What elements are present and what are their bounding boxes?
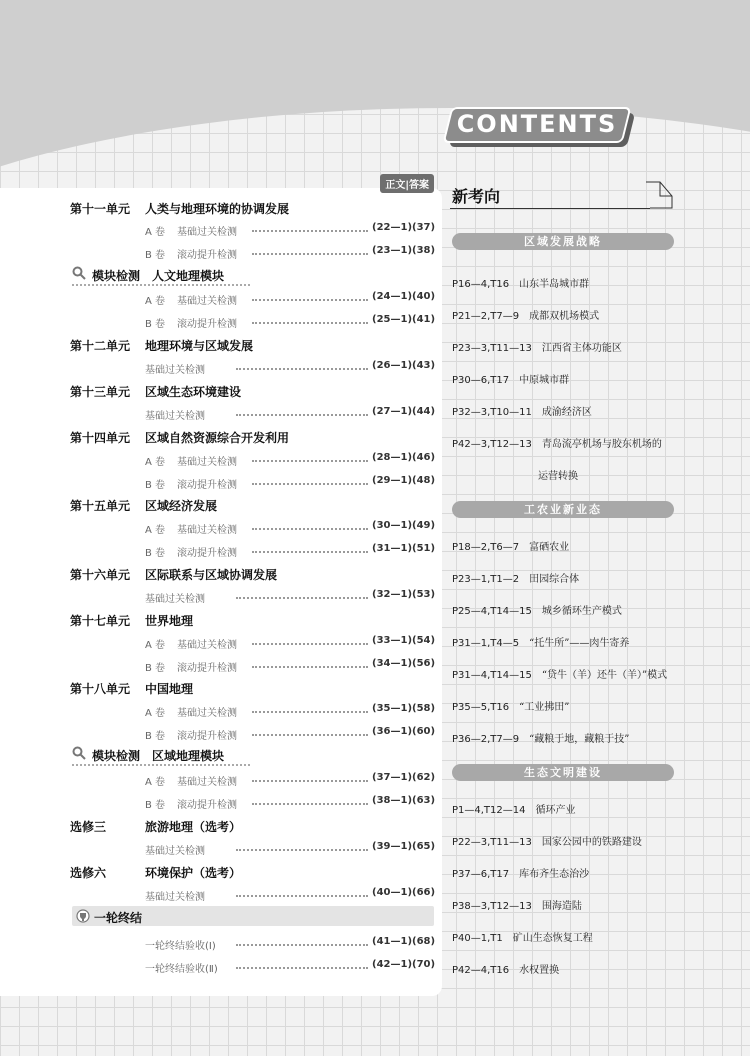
test-label	[145, 476, 237, 491]
test-name: 滚动提升检测	[177, 663, 238, 674]
trend-item	[452, 307, 692, 322]
trend-item	[452, 602, 692, 617]
new-trends-title: 新考向	[452, 187, 501, 206]
toc-row	[0, 608, 442, 628]
page-ref: (27—1)(44)	[372, 406, 436, 417]
final-review-title: 一轮终结	[94, 911, 143, 925]
module-title-text: 模块检测 人文地理模块	[92, 269, 225, 283]
dot-leader	[252, 803, 368, 805]
dot-leader	[252, 253, 368, 255]
final-review-bar	[72, 906, 434, 926]
toc-row	[0, 562, 442, 582]
test-label	[145, 246, 237, 261]
test-label	[145, 773, 237, 788]
test-label	[145, 842, 205, 857]
volume-label: B 卷	[145, 731, 166, 742]
page-ref: (33—1)(54)	[372, 635, 436, 646]
trend-code: P18—2,T6—7	[452, 542, 520, 553]
test-label	[145, 636, 237, 651]
toc-row[interactable]	[0, 287, 442, 307]
toc-row[interactable]	[0, 448, 442, 468]
trend-code: P35—5,T16	[452, 702, 510, 713]
test-name: 一轮终结验收(Ⅱ)	[145, 964, 218, 975]
contents-banner	[447, 107, 627, 143]
trend-item	[452, 634, 692, 649]
section-pill: 区域发展战略	[452, 233, 674, 250]
magnifier-icon	[72, 266, 86, 280]
toc-row	[0, 333, 442, 353]
folded-corner-icon	[644, 180, 674, 210]
trend-code: P21—2,T7—9	[452, 311, 520, 322]
test-name: 基础过关检测	[145, 594, 205, 605]
trend-topic: 运营转换	[538, 471, 578, 482]
page-ref: (31—1)(51)	[372, 543, 436, 554]
test-name: 基础过关检测	[145, 411, 205, 422]
page-ref: (40—1)(66)	[372, 887, 436, 898]
toc-row[interactable]	[0, 722, 442, 742]
volume-label: A 卷	[145, 227, 166, 238]
module-underline	[72, 284, 250, 286]
trend-topic: 山东半岛城市群	[519, 279, 590, 290]
toc-row	[0, 196, 442, 216]
volume-label: A 卷	[145, 708, 166, 719]
toc-row[interactable]	[0, 471, 442, 491]
trend-item	[452, 865, 692, 880]
dot-leader	[252, 643, 368, 645]
test-label	[145, 796, 237, 811]
test-label	[145, 727, 237, 742]
test-label	[145, 453, 237, 468]
trend-topic: 城乡循环生产模式	[541, 606, 622, 617]
trend-item	[452, 801, 692, 816]
toc-row[interactable]	[0, 402, 442, 422]
trend-topic: 水权置换	[519, 965, 560, 976]
toc-row[interactable]	[0, 310, 442, 330]
trend-code: P1—4,T12—14	[452, 805, 526, 816]
trend-item	[452, 570, 692, 585]
volume-label: B 卷	[145, 800, 166, 811]
trend-code: P16—4,T16	[452, 279, 510, 290]
banner-title: CONTENTS	[456, 110, 618, 138]
dot-leader	[252, 780, 368, 782]
toc-row[interactable]	[0, 654, 442, 674]
unit-name: 区域生态环境建设	[145, 385, 242, 399]
trend-topic: 青岛流亭机场与胶东机场的	[541, 439, 662, 450]
trend-topic: 围海造陆	[541, 901, 582, 912]
trend-code: P31—1,T4—5	[452, 638, 520, 649]
trend-item	[452, 730, 692, 745]
volume-label: B 卷	[145, 319, 166, 330]
trend-item	[452, 897, 692, 912]
dot-leader	[252, 734, 368, 736]
test-name: 滚动提升检测	[177, 731, 238, 742]
trend-topic: 富硒农业	[529, 542, 570, 553]
trend-topic: “贷牛（羊）还牛（羊）”模式	[541, 670, 668, 681]
dot-leader	[236, 849, 368, 851]
trend-code: P30—6,T17	[452, 375, 510, 386]
test-label	[145, 659, 237, 674]
test-name: 基础过关检测	[177, 525, 238, 536]
toc-row	[0, 493, 442, 513]
unit-name: 环境保护（选考）	[145, 866, 242, 880]
trend-code: P23—3,T11—13	[452, 343, 532, 354]
test-name: 基础过关检测	[177, 777, 238, 788]
test-label	[145, 590, 205, 605]
trend-item	[452, 961, 692, 976]
section-pill: 生态文明建设	[452, 764, 674, 781]
test-name: 基础过关检测	[177, 708, 238, 719]
unit-name: 中国地理	[145, 682, 194, 696]
unit-number: 第十一单元	[70, 202, 131, 216]
test-label	[145, 223, 237, 238]
trend-item	[452, 339, 692, 354]
toc-row	[0, 264, 442, 284]
toc-row[interactable]	[0, 585, 442, 605]
unit-number: 第十六单元	[70, 568, 131, 582]
test-name: 滚动提升检测	[177, 800, 238, 811]
trend-item	[452, 666, 692, 681]
page-ref: (29—1)(48)	[372, 475, 436, 486]
trend-topic: 库布齐生态治沙	[519, 869, 590, 880]
volume-label: A 卷	[145, 525, 166, 536]
unit-number: 第十三单元	[70, 385, 131, 399]
toc-row	[0, 379, 442, 399]
dot-leader	[252, 551, 368, 553]
toc-left-panel	[0, 180, 442, 996]
trend-item	[452, 275, 692, 290]
test-label	[145, 361, 205, 376]
trend-topic: 成都双机场模式	[529, 311, 600, 322]
test-name: 一轮终结验收(Ⅰ)	[145, 941, 216, 952]
dot-leader	[252, 322, 368, 324]
trend-code: P25—4,T14—15	[452, 606, 532, 617]
trend-item	[452, 698, 692, 713]
trend-code: P31—4,T14—15	[452, 670, 532, 681]
trend-item	[452, 929, 692, 944]
trend-topic: 田园综合体	[529, 574, 580, 585]
test-name: 滚动提升检测	[177, 250, 238, 261]
trend-code: P38—3,T12—13	[452, 901, 532, 912]
page-ref: (22—1)(37)	[372, 222, 436, 233]
trend-code: P42—4,T16	[452, 965, 510, 976]
page-ref: (39—1)(65)	[372, 841, 436, 852]
unit-name: 区域自然资源综合开发利用	[145, 431, 290, 445]
page-ref: (42—1)(70)	[372, 959, 436, 970]
trend-item	[452, 435, 692, 450]
dot-leader	[236, 414, 368, 416]
volume-label: B 卷	[145, 480, 166, 491]
page-ref: (26—1)(43)	[372, 360, 436, 371]
test-label	[145, 704, 237, 719]
toc-row	[0, 860, 442, 880]
unit-name: 区际联系与区域协调发展	[145, 568, 278, 582]
unit-number: 选修三	[70, 820, 107, 834]
trend-item	[452, 371, 692, 386]
volume-label: A 卷	[145, 457, 166, 468]
unit-number: 第十四单元	[70, 431, 131, 445]
page-ref: (30—1)(49)	[372, 520, 436, 531]
header-underline	[450, 208, 650, 209]
page-ref: (32—1)(53)	[372, 589, 436, 600]
unit-name: 旅游地理（选考）	[145, 820, 242, 834]
unit-number: 第十二单元	[70, 339, 131, 353]
volume-label: A 卷	[145, 296, 166, 307]
page-ref: (24—1)(40)	[372, 291, 436, 302]
unit-name: 地理环境与区域发展	[145, 339, 254, 353]
test-name: 基础过关检测	[177, 457, 238, 468]
test-label	[145, 888, 205, 903]
dot-leader	[236, 368, 368, 370]
unit-number: 第十七单元	[70, 614, 131, 628]
test-name: 滚动提升检测	[177, 319, 238, 330]
trend-item	[452, 403, 692, 418]
test-label	[145, 292, 237, 307]
toc-row[interactable]	[0, 631, 442, 651]
dot-leader	[236, 895, 368, 897]
toc-row[interactable]	[0, 516, 442, 536]
toc-row	[0, 676, 442, 696]
dot-leader	[252, 483, 368, 485]
test-label	[145, 315, 237, 330]
trend-topic: “托牛所”——肉牛寄养	[529, 638, 630, 649]
test-name: 基础过关检测	[145, 365, 205, 376]
trend-item	[538, 467, 750, 482]
test-name: 基础过关检测	[177, 227, 238, 238]
volume-label: B 卷	[145, 663, 166, 674]
test-name: 基础过关检测	[145, 846, 205, 857]
dot-leader	[252, 666, 368, 668]
test-label	[145, 544, 237, 559]
test-name: 滚动提升检测	[177, 548, 238, 559]
toc-row[interactable]	[0, 699, 442, 719]
test-name: 基础过关检测	[177, 640, 238, 651]
dot-leader	[252, 299, 368, 301]
page-ref: (23—1)(38)	[372, 245, 436, 256]
toc-row[interactable]	[0, 932, 442, 952]
module-underline	[72, 764, 250, 766]
page-ref: (38—1)(63)	[372, 795, 436, 806]
module-title-text: 模块检测 区域地理模块	[92, 749, 225, 763]
dot-leader	[236, 944, 368, 946]
page-ref: (25—1)(41)	[372, 314, 436, 325]
toc-row[interactable]	[0, 539, 442, 559]
test-label	[145, 521, 237, 536]
toc-row	[0, 814, 442, 834]
trend-code: P40—1,T1	[452, 933, 503, 944]
page-ref: (35—1)(58)	[372, 703, 436, 714]
volume-label: A 卷	[145, 640, 166, 651]
trend-code: P42—3,T12—13	[452, 439, 532, 450]
unit-number: 第十八单元	[70, 682, 131, 696]
toc-row[interactable]	[0, 356, 442, 376]
toc-row[interactable]	[0, 768, 442, 788]
trend-code: P37—6,T17	[452, 869, 510, 880]
unit-name: 区域经济发展	[145, 499, 218, 513]
trend-item	[452, 538, 692, 553]
trend-topic: “工业拂田”	[519, 702, 570, 713]
dot-leader	[252, 230, 368, 232]
page-ref: (34—1)(56)	[372, 658, 436, 669]
page-ref: (36—1)(60)	[372, 726, 436, 737]
volume-label: B 卷	[145, 548, 166, 559]
page-ref: (41—1)(68)	[372, 936, 436, 947]
section-pill: 工农业新业态	[452, 501, 674, 518]
new-trends-header	[450, 180, 672, 210]
test-name: 基础过关检测	[145, 892, 205, 903]
test-name: 基础过关检测	[177, 296, 238, 307]
page-ref: (37—1)(62)	[372, 772, 436, 783]
toc-row	[0, 744, 442, 764]
toc-row	[0, 425, 442, 445]
volume-label: B 卷	[145, 250, 166, 261]
trend-topic: 循环产业	[535, 805, 576, 816]
magnifier-icon	[72, 746, 86, 760]
trend-topic: 矿山生态恢复工程	[512, 933, 593, 944]
trend-code: P36—2,T7—9	[452, 734, 520, 745]
trend-topic: 江西省主体功能区	[541, 343, 622, 354]
trend-item	[452, 833, 692, 848]
dot-leader	[236, 597, 368, 599]
unit-number: 第十五单元	[70, 499, 131, 513]
test-name: 滚动提升检测	[177, 480, 238, 491]
toc-row[interactable]	[0, 955, 442, 975]
trend-topic: 成渝经济区	[541, 407, 592, 418]
toc-row[interactable]	[0, 837, 442, 857]
toc-row[interactable]	[0, 883, 442, 903]
volume-label: A 卷	[145, 777, 166, 788]
toc-row[interactable]	[0, 241, 442, 261]
trend-topic: “藏粮于地，藏粮于技”	[529, 734, 630, 745]
dot-leader	[252, 711, 368, 713]
dot-leader	[252, 528, 368, 530]
unit-name: 人类与地理环境的协调发展	[145, 202, 290, 216]
trend-topic: 中原城市群	[519, 375, 570, 386]
toc-row[interactable]	[0, 218, 442, 238]
test-label	[145, 407, 205, 422]
trend-code: P22—3,T11—13	[452, 837, 532, 848]
trend-topic: 国家公园中的铁路建设	[541, 837, 642, 848]
trend-code: P23—1,T1—2	[452, 574, 520, 585]
unit-number: 选修六	[70, 866, 107, 880]
dot-leader	[236, 967, 368, 969]
page-ref: (28—1)(46)	[372, 452, 436, 463]
answer-tag: 正文|答案	[380, 174, 434, 193]
trend-code: P32—3,T10—11	[452, 407, 532, 418]
trophy-icon	[76, 909, 90, 923]
unit-name: 世界地理	[145, 614, 194, 628]
toc-row[interactable]	[0, 791, 442, 811]
dot-leader	[252, 460, 368, 462]
